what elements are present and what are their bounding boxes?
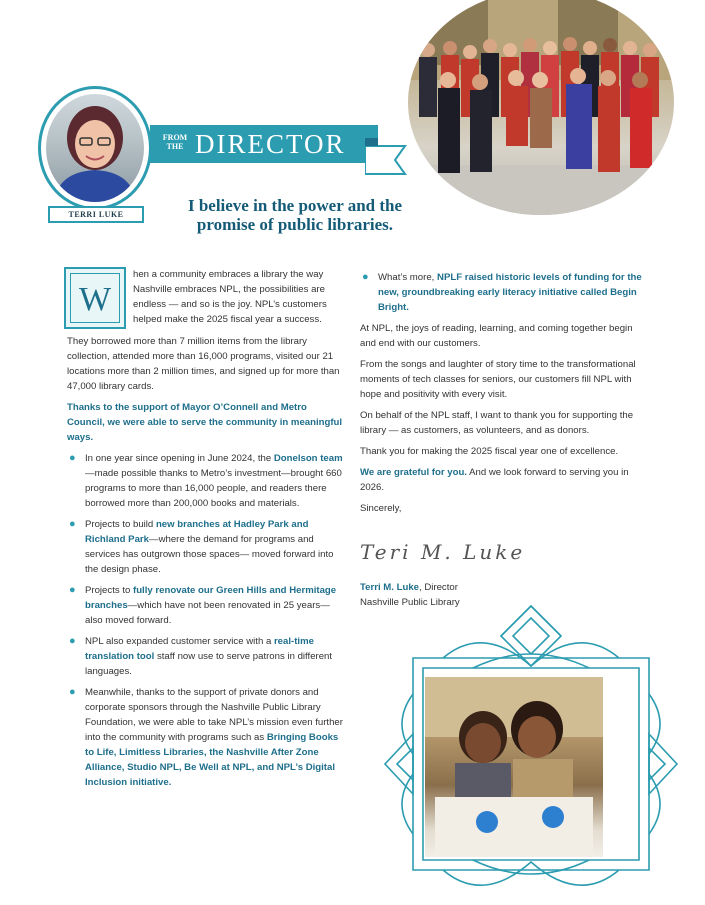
paragraph-7: Thank you for making the 2025 fiscal year one of excellence. — [360, 446, 619, 457]
paragraph-6: On behalf of the NPL staff, I want to thank you for supporting the library — as customers, as volunteers, and as donors. — [360, 410, 634, 436]
bullet-icon: ● — [362, 271, 369, 283]
paragraph-1: hen a community embraces a library the way Nashville embraces NPL, the possibilities are endless — and so is the joy. NPL’s customers helped make the 2025 fiscal year a success. — [133, 269, 327, 325]
bullet-icon: ● — [69, 452, 76, 464]
bullet-text: —where the demand for programs and services has outgrown those spaces— moved forward into the design phase. — [85, 534, 334, 575]
children-photo-illustration — [425, 677, 603, 857]
paragraph-8-text: And we look forward to serving you in 2026. — [360, 467, 629, 493]
from-the-label — [160, 133, 190, 151]
bullet-highlight: real-time translation tool — [85, 636, 314, 662]
intro-paragraph — [133, 267, 343, 333]
bullet-icon: ● — [69, 518, 76, 530]
dropcap-letter: W — [78, 281, 112, 318]
director-portrait — [46, 94, 144, 202]
paragraph-2: They borrowed more than 7 million items from the library collection, attended more than 16,000 programs, visited our 21 locations more than 2 million times, and signed up for more than 47,000 library cards. — [67, 336, 340, 392]
bullet-highlight: Donelson team — [273, 453, 343, 464]
bullet-text: —made possible thanks to Metro’s investment—brought 660 programs to more than 16,000 people, and readers there borrowed more than 200,000 books and materials. — [85, 468, 342, 509]
bullet-highlight: NPLF raised historic levels of funding for the new, groundbreaking early literacy initiative called Begin Bright. — [378, 272, 642, 313]
signer-line — [360, 580, 560, 595]
sincerely-closing: Sincerely, — [360, 503, 402, 514]
list-item — [67, 685, 343, 790]
bullet-highlight: new branches at Hadley Park and Richland Park — [85, 519, 309, 545]
bullet-text: In one year since opening in June 2024, the — [85, 453, 274, 464]
list-item — [360, 270, 644, 315]
banner-tail-icon — [365, 138, 407, 178]
bullet-text: NPL also expanded customer service with a — [85, 636, 274, 647]
list-item — [67, 583, 343, 628]
paragraph-5: From the songs and laughter of story time to the transformational moments of tech classes for seniors, our customers fill NPL with hope and positivity with every visit. — [360, 359, 636, 400]
funding-list — [360, 270, 644, 315]
bullet-icon: ● — [69, 584, 76, 596]
signer-organization: Nashville Public Library — [360, 597, 460, 608]
staff-group-photo — [408, 0, 674, 215]
group-photo-illustration — [408, 0, 674, 215]
bullet-text: What’s more, — [378, 272, 438, 283]
bullet-text: staff now use to serve patrons in different languages. — [85, 651, 333, 677]
from-the-text: FROM THE — [162, 133, 188, 151]
director-name-ribbon: TERRI LUKE — [48, 206, 144, 223]
director-heading: DIRECTOR — [195, 129, 346, 159]
right-column — [360, 270, 644, 522]
signer-title: , Director — [419, 582, 458, 593]
director-portrait-illustration — [46, 94, 144, 202]
bullet-text: Meanwhile, thanks to the support of private donors and corporate sponsors through the Nashville Public Library Foundation, we were able to take NPL’s mission even further into the community with programs such as — [85, 687, 343, 743]
bullet-text: —which have not been renovated in 25 years—also moved forward. — [85, 600, 330, 626]
bullet-icon: ● — [69, 635, 76, 647]
achievement-list — [67, 451, 343, 790]
paragraph-3: Thanks to the support of Mayor O’Connell and Metro Council, we were able to serve the community in meaningful ways. — [67, 402, 343, 443]
bullet-icon: ● — [69, 686, 76, 698]
paragraph-4: At NPL, the joys of reading, learning, and coming together begin and end with our customers. — [360, 323, 633, 349]
bullet-highlight: Bringing Books to Life, Limitless Libraries, the Nashville After Zone Alliance, Studio NPL, Be Well at NPL, and NPL’s Digital Inclusion initiative. — [85, 732, 339, 788]
bullet-text: Projects to — [85, 585, 133, 596]
dropcap-box — [64, 267, 126, 329]
bullet-highlight: fully renovate our Green Hills and Hermitage branches — [85, 585, 337, 611]
grateful-highlight: We are grateful for you. — [360, 467, 467, 478]
director-tagline: I believe in the power and the promise of public libraries. — [187, 196, 403, 234]
list-item — [67, 634, 343, 679]
paragraph-8 — [360, 465, 644, 495]
list-item — [67, 517, 343, 577]
bullet-text: Projects to build — [85, 519, 156, 530]
list-item — [67, 451, 343, 511]
director-signature: Teri M. Luke — [360, 540, 526, 564]
left-column — [67, 334, 343, 796]
signer-name: Terri M. Luke — [360, 582, 419, 593]
children-reading-photo — [425, 677, 603, 857]
